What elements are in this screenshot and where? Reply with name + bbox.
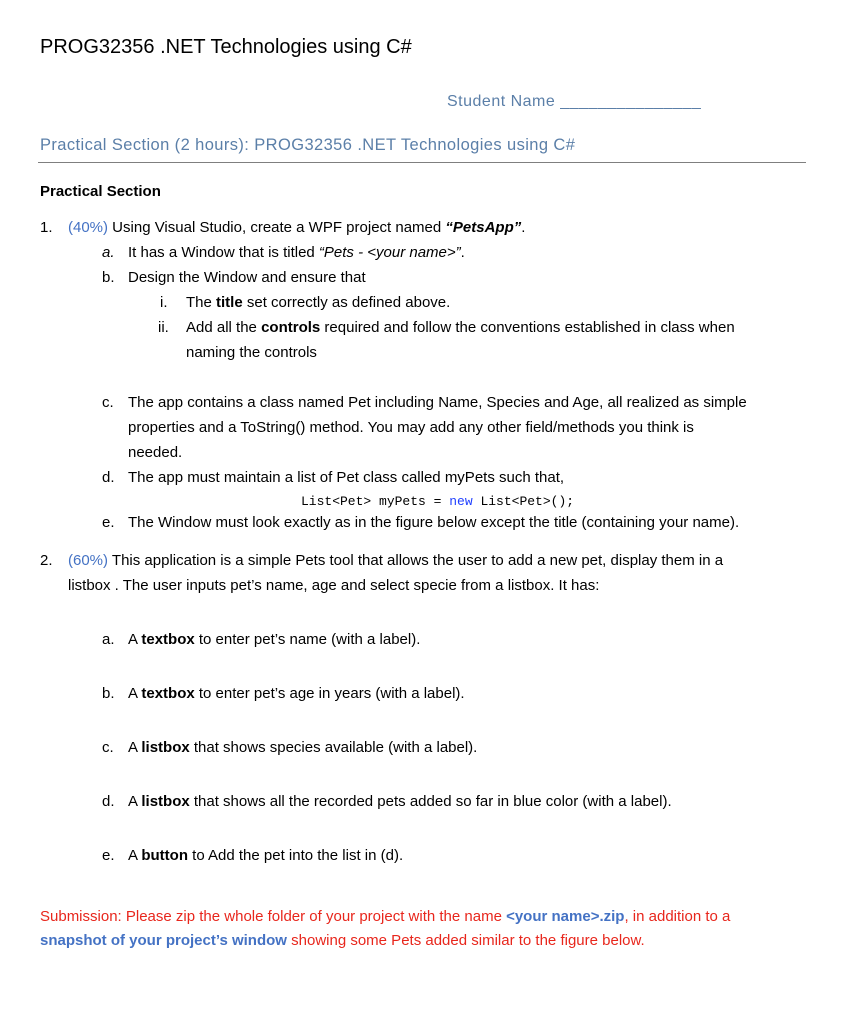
section-heading: Practical Section (2 hours): PROG32356 .NET Technologies using C# [40, 136, 576, 154]
q1-a-marker: a. [102, 244, 115, 261]
q2-item-bold: listbox [141, 793, 190, 810]
q1-item-a [102, 244, 465, 261]
q1-bi-end: set correctly as defined above. [242, 294, 451, 311]
q1-percent: (40%) [68, 219, 109, 236]
q2-item-end: that shows all the recorded pets added so far in blue color (with a label). [189, 793, 672, 810]
q2-item-marker: e. [102, 847, 115, 864]
code-snippet [301, 494, 574, 509]
student-name-label: Student Name [447, 93, 556, 110]
q1-bii-bold: controls [261, 319, 321, 336]
q2-item [102, 631, 420, 648]
q2-item [102, 739, 477, 756]
q1-text-end: . [521, 219, 526, 236]
code-part-b: List<Pet>(); [472, 494, 575, 509]
q2-item-text: A [128, 793, 142, 810]
submission-mid: , in addition to a [624, 908, 731, 925]
q2-item-bold: textbox [141, 685, 195, 702]
submission-line1 [40, 908, 730, 925]
q2-item-marker: d. [102, 793, 115, 810]
q1-text: Using Visual Studio, create a WPF project named [108, 219, 446, 236]
q1-e-marker: e. [102, 514, 115, 531]
q1-line [40, 219, 525, 236]
q2-item-bold: button [141, 847, 188, 864]
page-title: PROG32356 .NET Technologies using C# [40, 36, 412, 58]
q2-item [102, 847, 403, 864]
q2-item-end: that shows species available (with a label). [189, 739, 478, 756]
q2-item-end: to enter pet’s age in years (with a label). [194, 685, 465, 702]
submission-snapshot: snapshot of your project’s window [40, 932, 287, 949]
q1-bi-bold: title [216, 294, 243, 311]
q1-e-text: The Window must look exactly as in the figure below except the title (containing your name). [128, 514, 740, 531]
q2-item-marker: a. [102, 631, 115, 648]
q1-bi-marker: i. [160, 294, 168, 311]
q2-line2: listbox . The user inputs pet’s name, age and select specie from a listbox. It has: [68, 577, 600, 594]
q1-c-marker: c. [102, 394, 114, 411]
q1-a-text: It has a Window that is titled [128, 244, 319, 261]
q1-bii-end: required and follow the conventions established in class when [320, 319, 735, 336]
submission-line2 [40, 932, 645, 949]
q2-line1: This application is a simple Pets tool that allows the user to add a new pet, display them in a [108, 552, 724, 569]
q2-item-text: A [128, 631, 142, 648]
q1-number: 1. [40, 219, 53, 236]
q2-item-bold: listbox [141, 739, 190, 756]
submission-text: Submission: Please zip the whole folder of your project with the name [40, 908, 507, 925]
q2-item-marker: c. [102, 739, 114, 756]
q1-bii-text: Add all the [186, 319, 262, 336]
q1-a-window-title: “Pets - <your name>” [318, 244, 461, 261]
q1-b-marker: b. [102, 269, 115, 286]
q1-a-end: . [460, 244, 465, 261]
submission-zip-name: <your name>.zip [506, 908, 625, 925]
q2-number: 2. [40, 552, 53, 569]
heading-divider [38, 162, 806, 163]
q2-item-text: A [128, 739, 142, 756]
q1-item-b-i [160, 294, 450, 311]
q2-percent: (60%) [68, 552, 109, 569]
q1-item-b [102, 269, 366, 286]
q1-b-text: Design the Window and ensure that [128, 269, 366, 286]
student-name-blank: _______________ [560, 93, 702, 110]
q1-item-d [102, 469, 564, 486]
student-name-field [447, 93, 701, 111]
q1-bii-line2: naming the controls [186, 344, 317, 361]
q2-item-text: A [128, 685, 142, 702]
q2-item [102, 793, 672, 810]
q2-item-bold: textbox [141, 631, 195, 648]
submission-end: showing some Pets added similar to the figure below. [286, 932, 645, 949]
q1-c-line3: needed. [128, 444, 183, 461]
q1-item-b-ii [158, 319, 735, 336]
q1-c-line2: properties and a ToString() method. You may add any other field/methods you think is [128, 419, 694, 436]
q2-item-text: A [128, 847, 142, 864]
code-part-a: List<Pet> myPets = [301, 494, 450, 509]
q1-d-marker: d. [102, 469, 115, 486]
q2-item-end: to Add the pet into the list in (d). [188, 847, 404, 864]
q1-bi-text: The [186, 294, 217, 311]
practical-heading: Practical Section [40, 183, 161, 200]
code-keyword: new [449, 494, 473, 509]
q1-item-c [102, 394, 747, 411]
q1-bii-marker: ii. [158, 319, 169, 336]
q2-item-end: to enter pet’s name (with a label). [194, 631, 421, 648]
q2-line [40, 552, 723, 569]
q1-project-name: “PetsApp” [445, 219, 522, 236]
q2-item [102, 685, 465, 702]
q1-d-text: The app must maintain a list of Pet class called myPets such that, [128, 469, 565, 486]
q2-item-marker: b. [102, 685, 115, 702]
q1-c-line1: The app contains a class named Pet including Name, Species and Age, all realized as simple [128, 394, 747, 411]
q1-item-e [102, 514, 739, 531]
